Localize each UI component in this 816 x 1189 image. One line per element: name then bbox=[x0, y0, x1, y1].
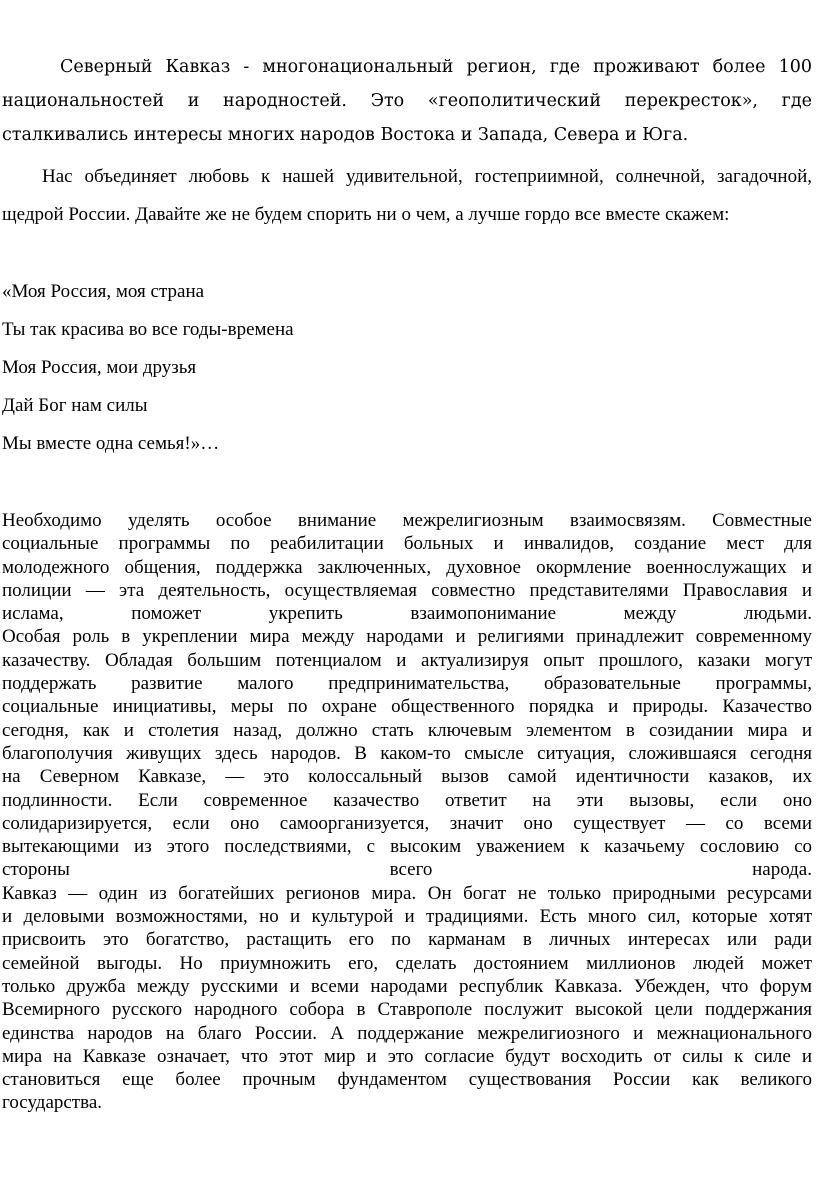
body-line: сегодня, как и столетия назад, должно стать ключевым элементом в созидании мира и bbox=[2, 719, 812, 741]
body-line: стороны всего народа. bbox=[2, 859, 812, 881]
poem-block bbox=[2, 275, 812, 465]
body-line: на Северном Кавказе, — это колоссальный вызов самой идентичности казаков, их bbox=[2, 766, 812, 788]
body-line: единства народов на благо России. А поддержание межрелигиозного и межнационального bbox=[2, 1022, 812, 1044]
body-line: подлинности. Если современное казачество ответит на эти вызовы, если оно bbox=[2, 789, 812, 811]
body-line: Особая роль в укреплении мира между народами и религиями принадлежит современному bbox=[2, 626, 812, 648]
body-line: присвоить это богатство, растащить его по карманам в личных интересах или ради bbox=[2, 929, 812, 951]
body-line: только дружба между русскими и всеми народами республик Кавказа. Убежден, что форум bbox=[2, 975, 812, 997]
body-line: полиции — эта деятельность, осуществляемая совместно представителями Православия и bbox=[2, 579, 812, 601]
body-line: молодежного общения, поддержка заключенных, духовное окормление военнослужащих и bbox=[2, 556, 812, 578]
poem-line: Дай Бог нам силы bbox=[2, 395, 148, 416]
poem-line: «Моя Россия, моя страна bbox=[2, 281, 205, 302]
body-line: становиться еще более прочным фундаментом существования России как великого bbox=[2, 1069, 812, 1091]
body-line: солидаризируется, если оно самоорганизуется, значит оно существует — со всеми bbox=[2, 812, 812, 834]
body-line: государства. bbox=[2, 1092, 103, 1114]
body-line: благополучия живущих здесь народов. В каком-то смысле ситуация, сложившаяся сегодня bbox=[2, 742, 812, 764]
body-line: поддержать развитие малого предпринимательства, образовательные программы, bbox=[2, 673, 812, 695]
intro-paragraph-caucasus: Северный Кавказ - многонациональный регион, где проживают более 100 национальностей и народностей. Это «геополитический перекресток», где сталкивались интересы многих народов Востока и Запада, Севера и Юга. bbox=[2, 57, 812, 145]
body-line: Кавказ — один из богатейших регионов мира. Он богат не только природными ресурсами bbox=[2, 882, 812, 904]
intro-paragraph-russia: Нас объединяет любовь к нашей удивительной, гостеприимной, солнечной, загадочной, щедрой России. Давайте же не будем спорить ни о чем, а лучше гордо все вместе скажем: bbox=[2, 166, 812, 225]
body-line: социальные инициативы, меры по охране общественного порядка и природы. Казачество bbox=[2, 696, 812, 718]
body-line: мира на Кавказе означает, что этот мир и это согласие будут восходить от силы к силе и bbox=[2, 1045, 812, 1067]
body-line: ислама, поможет укрепить взаимопонимание между людьми. bbox=[2, 603, 812, 625]
poem-line: Моя Россия, мои друзья bbox=[2, 357, 197, 378]
body-line: Всемирного русского народного собора в Ставрополе послужит высокой цели поддержания bbox=[2, 999, 812, 1021]
poem-line: Ты так красива во все годы-времена bbox=[2, 319, 294, 340]
body-line: и деловыми возможностями, но и культурой и традициями. Есть много сил, которые хотят bbox=[2, 906, 812, 928]
body-line: вытекающими из этого последствиями, с высоким уважением к казачьему сословию со bbox=[2, 836, 812, 858]
body-line: семейной выгоды. Но приумножить его, сделать достоянием миллионов людей может bbox=[2, 952, 812, 974]
body-line: казачеству. Обладая большим потенциалом и актуализируя опыт прошлого, казаки могут bbox=[2, 649, 812, 671]
body-line: социальные программы по реабилитации больных и инвалидов, создание мест для bbox=[2, 533, 812, 555]
body-line: Необходимо уделять особое внимание межрелигиозным взаимосвязям. Совместные bbox=[2, 510, 812, 531]
main-body-text bbox=[2, 509, 812, 1115]
poem-line: Мы вместе одна семья!»… bbox=[2, 433, 220, 454]
